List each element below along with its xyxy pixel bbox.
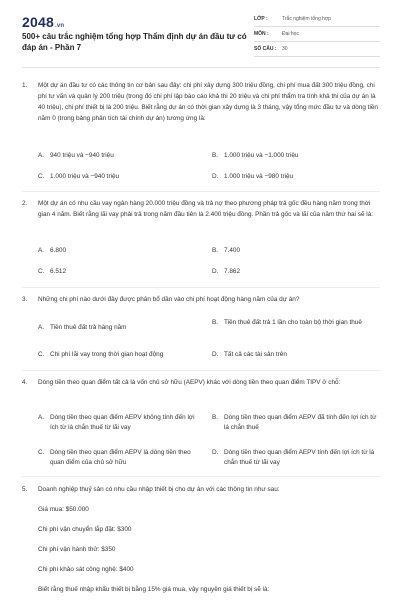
meta-row-class [254, 12, 380, 27]
option-c[interactable] [38, 267, 198, 277]
option-label: A. [38, 324, 45, 331]
option-d[interactable] [212, 448, 380, 468]
option-d[interactable] [212, 267, 380, 277]
option-label: A. [38, 247, 45, 254]
question-number: 4. [22, 379, 28, 386]
option-text: Tất cả các tài sản trên [224, 351, 287, 358]
meta-table [254, 12, 380, 57]
option-a[interactable] [38, 413, 198, 433]
site-logo[interactable] [22, 14, 64, 30]
option-text: Tiền thuê đất trả hàng năm [50, 324, 127, 331]
option-label: D. [212, 268, 219, 275]
question-divider [22, 287, 380, 288]
question-text: Một dự án có nhu cầu vay ngân hàng 20.000 triệu đồng và trả nợ theo phương pháp trả gốc đều hàng năm trong thời gian 4 năm. Biết rằng lãi vay phải trả trong năm đầu tiên là 2.400 triệu đồng. Phần trả gốc và lãi của năm thứ hai sẽ là: [38, 200, 374, 218]
question-4 [22, 377, 380, 388]
option-text: 6.800 [50, 247, 66, 254]
question-number: 5. [22, 486, 28, 493]
option-a[interactable] [38, 323, 198, 333]
question-divider [22, 476, 380, 477]
option-label: B. [212, 247, 219, 254]
option-label: A. [38, 152, 45, 159]
option-text: Tiền thuê đất trả 1 lần cho toàn bộ thời gian thuê [224, 319, 362, 326]
option-c[interactable] [38, 350, 198, 360]
meta-key: MÔN : [254, 31, 269, 37]
question-divider [22, 370, 380, 371]
question-text: Doanh nghiệp thuỷ sản có nhu cầu nhập thiết bị cho dự án với các thông tin như sau: [38, 486, 280, 493]
meta-key: SỐ CÂU : [254, 46, 277, 52]
question-2 [22, 198, 380, 220]
logo-text: 2048 [22, 14, 54, 30]
info-line: Chi phí vận hành thử: $350 [38, 546, 116, 553]
option-b[interactable] [212, 246, 380, 256]
meta-row-subject [254, 27, 380, 42]
option-label: A. [38, 414, 45, 421]
option-label: C. [38, 449, 45, 456]
option-b[interactable] [212, 413, 380, 433]
info-line: Biết rằng thuế nhập khẩu thiết bị bằng 15% giá mua, vậy nguyên giá thiết bị sẽ là: [38, 586, 270, 593]
option-text: 1.000 triệu và −980 triệu [224, 173, 294, 180]
meta-value: 30 [282, 46, 288, 52]
option-label: B. [212, 152, 219, 159]
question-text: Những chi phí nào dưới đây được phân bổ dần vào chi phí hoạt động hàng năm của dự án? [38, 296, 300, 303]
info-line: Chi phí khảo sát công nghệ: $400 [38, 566, 134, 573]
option-text: 1.000 triệu và −1.000 triệu [224, 152, 299, 159]
option-text: Dòng tiền theo quan điểm AEPV tính đến lợi ích từ lá chắn thuế từ lãi vay [224, 449, 375, 466]
option-a[interactable] [38, 151, 198, 161]
question-divider [22, 191, 380, 192]
option-label: D. [212, 173, 219, 180]
question-text: Dòng tiền theo quan điểm tất cả là vốn chủ sở hữu (AEPV) khác với dòng tiền theo quan điểm TIPV ở chỗ: [38, 379, 341, 386]
meta-value: Trắc nghiệm tổng hợp [282, 16, 331, 22]
question-1 [22, 80, 380, 124]
option-d[interactable] [212, 350, 380, 360]
option-text: 7.400 [224, 247, 240, 254]
option-c[interactable] [38, 172, 198, 182]
info-line: Giá mua: $50.000 [38, 506, 89, 513]
meta-key: LỚP : [254, 16, 268, 22]
option-text: 1.000 triệu và −940 triệu [50, 173, 120, 180]
question-text: Một dự án đầu tư có các thông tin cơ bản sau đây: chi phí xây dựng 300 triệu đồng, chi phí mua đất 300 triệu đồng, chi phí tư vấn và quản lý 200 triệu (trong đó chi phí lập báo cáo khả thi 20 triệu và chi phí thẩm tra tính khả thi của dự án là 40 triệu), chi phí thiết bị là 200 triệu. Biết rằng dự án có thời gian xây dựng là 3 tháng, vậy tổng mức đầu tư và dòng tiền năm 0 (trong bảng phân tích tài chính dự án) tương ứng là: [38, 82, 378, 122]
option-text: Chi phí lãi vay trong thời gian hoạt động [50, 351, 164, 358]
option-text: 940 triệu và −940 triệu [50, 152, 114, 159]
option-a[interactable] [38, 246, 198, 256]
option-text: Dòng tiền theo quan điểm AEPV là dòng tiền theo quan điểm của chủ sở hữu [50, 449, 191, 466]
option-label: C. [38, 268, 45, 275]
option-label: D. [212, 351, 219, 358]
option-text: Dòng tiền theo quan điểm AEPV không tính đến lợi ích từ lá chắn thuế từ lãi vay [50, 414, 195, 431]
question-5 [22, 484, 380, 495]
option-label: B. [212, 414, 219, 421]
option-d[interactable] [212, 172, 380, 182]
option-label: B. [212, 319, 219, 326]
logo-domain: .vn [54, 23, 65, 29]
meta-value: Đại học [282, 31, 299, 37]
option-label: C. [38, 351, 45, 358]
question-number: 1. [22, 82, 28, 89]
option-label: C. [38, 173, 45, 180]
option-text: 7.862 [224, 268, 240, 275]
option-b[interactable] [212, 318, 380, 328]
option-text: 6.512 [50, 268, 66, 275]
info-line: Chi phí vận chuyển lắp đặt: $300 [38, 526, 132, 533]
meta-row-count [254, 42, 380, 57]
option-c[interactable] [38, 448, 198, 468]
question-number: 3. [22, 296, 28, 303]
page-header [0, 0, 400, 60]
option-label: D. [212, 449, 219, 456]
header-divider [22, 67, 380, 68]
question-number: 2. [22, 200, 28, 207]
question-3 [22, 294, 380, 305]
option-text: Dòng tiền theo quan điểm AEPV đã tính đến lợi ích từ lá chắn thuế [224, 414, 377, 431]
option-b[interactable] [212, 151, 380, 161]
document-title: 500+ câu trắc nghiệm tổng hợp Thẩm định dự án đầu tư có đáp án - Phần 7 [22, 32, 247, 52]
